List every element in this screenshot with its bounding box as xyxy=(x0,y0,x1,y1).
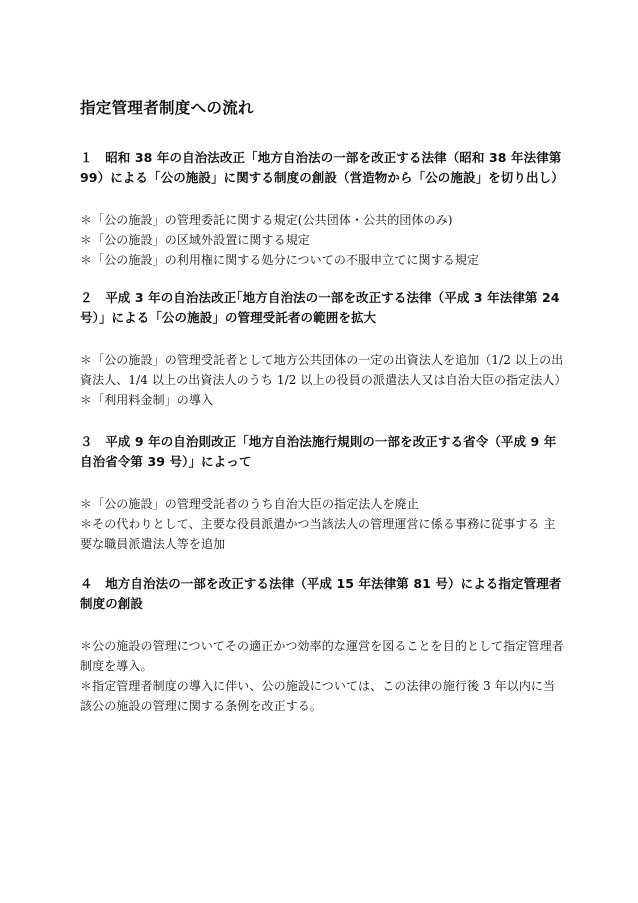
list-item: ＊「公の施設」の区域外設置に関する規定 xyxy=(80,233,310,247)
section-1-bullets xyxy=(80,210,565,270)
list-item: ＊その代わりとして、主要な役員派遣かつ当該法人の管理運営に係る事務に従事する 主要な職員派遣法人等を追加 xyxy=(80,517,556,551)
section-3-heading: ３ 平成 9 年の自治則改正「地方自治法施行規則の一部を改正する省令（平成 9 年自治省令第 39 号）」によって xyxy=(80,434,557,469)
section-4-heading: ４ 地方自治法の一部を改正する法律（平成 15 年法律第 81 号）による指定管理者制度の創設 xyxy=(80,576,562,611)
section-1-heading: １ 昭和 38 年の自治法改正「地方自治法の一部を改正する法律（昭和 38 年法律第 99）による「公の施設」に関する制度の創設（営造物から「公の施設」を切り出し） xyxy=(80,150,564,185)
list-item: ＊「利用料金制」の導入 xyxy=(80,393,214,407)
list-item: ＊「公の施設」の管理受託者のうち自治大臣の指定法人を廃止 xyxy=(80,497,419,511)
section-2 xyxy=(80,288,565,410)
section-2-heading: ２ 平成 3 年の自治法改正｢地方自治法の一部を改正する法律（平成 3 年法律第 24 号）」による「公の施設」の管理受託者の範囲を拡大 xyxy=(80,290,560,325)
list-item: ＊「公の施設」の管理受託者として地方公共団体の一定の出資法人を追加（1/2 以上の出資法人、1/4 以上の出資法人のうち 1/2 以上の役員の派遣法人又は自治大臣の指定法人） xyxy=(80,353,567,387)
list-item: ＊公の施設の管理についてその適正かつ効率的な運営を図ることを目的として指定管理者制度を導入。 xyxy=(80,639,564,673)
list-item: ＊「公の施設」の管理委託に関する規定(公共団体・公共的団体のみ) xyxy=(80,213,453,227)
section-4-bullets xyxy=(80,636,565,716)
list-item: ＊「公の施設」の利用権に関する処分についての不服申立てに関する規定 xyxy=(80,253,480,267)
section-3 xyxy=(80,432,565,554)
section-3-bullets xyxy=(80,494,565,554)
page-title: 指定管理者制度への流れ xyxy=(80,99,254,117)
section-2-bullets xyxy=(80,350,565,410)
list-item: ＊指定管理者制度の導入に伴い、公の施設については、この法律の施行後 3 年以内に当該公の施設の管理に関する条例を改正する。 xyxy=(80,679,556,713)
section-4 xyxy=(80,574,565,716)
section-1 xyxy=(80,148,565,270)
